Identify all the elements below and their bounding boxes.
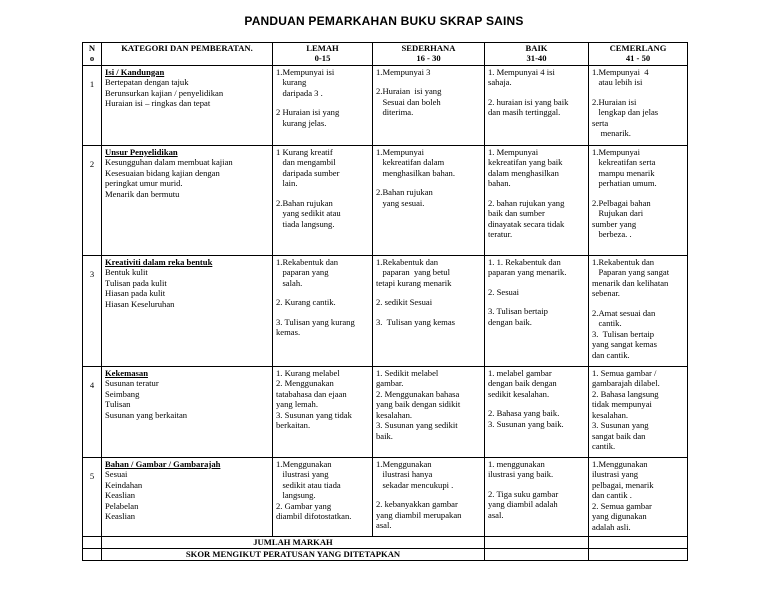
descriptor-line: 2. Kurang cantik. — [276, 297, 336, 308]
descriptor-line: kekreatifan yang baik — [488, 157, 563, 168]
descriptor-line: tetapi kurang menarik — [376, 277, 452, 288]
descriptor-line: 3. Susunan yang baik. — [488, 418, 564, 429]
category-title: Bahan / Gambar / Gambarajah — [105, 458, 221, 469]
descriptor-line: kesalahan. — [376, 409, 413, 420]
descriptor-line: 1.Mempunyai — [592, 146, 640, 157]
descriptor-line: 1.Menggunakan — [592, 458, 648, 469]
score-row — [83, 548, 688, 560]
descriptor-line: 2. kebanyakkan gambar — [376, 499, 458, 510]
descriptor-line — [376, 308, 481, 317]
descriptor-line: 1.Mempunyai 3 — [376, 66, 431, 77]
descriptor-sederhana — [373, 457, 485, 536]
descriptor-line: tatabahasa dan ejaan — [276, 388, 347, 399]
category-criterion: Keindahan — [105, 479, 143, 490]
category-criterion: Hiasan pada kulit — [105, 288, 166, 299]
table-row — [83, 255, 688, 366]
descriptor-line: lengkap dan jelas — [592, 107, 659, 118]
descriptor-line: dinayatak secara tidak — [488, 218, 565, 229]
descriptor-line: 3. Tulisan yang kurang — [276, 316, 355, 327]
row-number: 2 — [83, 145, 102, 255]
descriptor-line: diterima. — [376, 107, 414, 118]
descriptor-line: sangat baik dan — [592, 430, 646, 441]
descriptor-line: ilustrasi hanya — [376, 469, 433, 480]
descriptor-line: paparan yang menarik. — [488, 267, 567, 278]
descriptor-sederhana — [373, 65, 485, 145]
category-criterion: Sesuai — [105, 469, 128, 480]
descriptor-line: diambil difotostatkan. — [276, 511, 352, 522]
descriptor-line: serta — [592, 117, 609, 128]
descriptor-line — [276, 308, 369, 317]
category-criterion: Seimbang — [105, 388, 140, 399]
descriptor-line: gambarajah dilabel. — [592, 378, 660, 389]
descriptor-line: kekreatifan dalam — [376, 157, 445, 168]
descriptor-line: 2. Bahasa langsung — [592, 388, 659, 399]
category-title: Isi / Kandungan — [105, 66, 165, 77]
descriptor-line — [592, 189, 684, 198]
descriptor-line: 1.Rekabentuk dan — [276, 256, 339, 267]
category-criterion: Huraian isi – ringkas dan tepat — [105, 98, 211, 109]
descriptor-line: 3. Susunan yang tidak — [276, 409, 352, 420]
descriptor-line: 2. Sesuai — [488, 286, 520, 297]
total-marks-label: JUMLAH MARKAH — [102, 536, 485, 548]
descriptor-line — [376, 178, 481, 187]
category-criterion: Berunsurkan kajian / penyelidikan — [105, 87, 224, 98]
descriptor-line: 3. Tulisan bertaip — [592, 328, 655, 339]
descriptor-line: 3. Tulisan yang kemas — [376, 316, 456, 327]
descriptor-line: adalah asli. — [592, 521, 631, 532]
descriptor-line: yang lemah. — [276, 399, 318, 410]
descriptor-line: ilustrasi yang baik. — [488, 469, 554, 480]
descriptor-line: salah. — [276, 277, 303, 288]
descriptor-line: bahan. — [488, 178, 511, 189]
descriptor-line — [276, 189, 369, 198]
scoring-rubric-table — [82, 42, 688, 561]
descriptor-line — [276, 288, 369, 297]
header-no: N o — [83, 43, 102, 66]
descriptor-line: cantik. — [592, 441, 616, 452]
descriptor-cemerlang — [589, 457, 688, 536]
descriptor-cemerlang — [589, 145, 688, 255]
descriptor-lemah — [273, 255, 373, 366]
descriptor-line: 2.Bahan rujukan — [376, 187, 433, 198]
category-criterion: Pelabelan — [105, 500, 139, 511]
descriptor-line: 2.Amat sesuai dan — [592, 307, 656, 318]
descriptor-line — [376, 490, 481, 499]
category-criterion: Tulisan — [105, 399, 131, 410]
descriptor-line: gambar. — [376, 378, 404, 389]
descriptor-line: Paparan yang sangat — [592, 267, 670, 278]
descriptor-line — [488, 88, 585, 97]
descriptor-lemah — [273, 145, 373, 255]
category-criterion: Bertepatan dengan tajuk — [105, 77, 189, 88]
descriptor-line: yang digunakan — [592, 511, 647, 522]
category-criterion: Kesungguhan dalam membuat kajian — [105, 157, 233, 168]
total-marks-row — [83, 536, 688, 548]
descriptor-line: 3. Susunan yang sedikit — [376, 420, 458, 431]
descriptor-line: perhatian umum. — [592, 178, 657, 189]
descriptor-line: yang diambil merupakan — [376, 509, 462, 520]
descriptor-line: sedikit atau tiada — [276, 479, 341, 490]
category-criterion: Susunan teratur — [105, 378, 159, 389]
category-criterion: Kesesuaian bidang kajian dengan — [105, 167, 220, 178]
descriptor-line: 1 Kurang kreatif — [276, 146, 333, 157]
descriptor-sederhana — [373, 366, 485, 457]
descriptor-line: 1.Rekabentuk dan — [376, 256, 439, 267]
descriptor-line: Rujukan dari — [592, 208, 644, 219]
descriptor-line: 1. melabel gambar — [488, 367, 552, 378]
descriptor-line: berkaitan. — [276, 420, 311, 431]
descriptor-line: 2. Tiga suku gambar — [488, 488, 559, 499]
descriptor-line: 1. Kurang melabel — [276, 367, 340, 378]
descriptor-cemerlang — [589, 255, 688, 366]
category-criterion: Keaslian — [105, 490, 136, 501]
table-row — [83, 457, 688, 536]
descriptor-line: dan cantik . — [592, 490, 632, 501]
descriptor-line: 1. 1. Rekabentuk dan — [488, 256, 561, 267]
descriptor-line: sebenar. — [592, 288, 620, 299]
descriptor-line: baik dan sumber — [488, 208, 545, 219]
descriptor-line: 2. Menggunakan bahasa — [376, 388, 460, 399]
descriptor-cemerlang — [589, 65, 688, 145]
descriptor-line: kemas. — [276, 327, 301, 338]
table-header-row — [83, 43, 688, 66]
descriptor-line: 2. Menggunakan — [276, 378, 334, 389]
descriptor-line: dengan baik. — [488, 316, 532, 327]
descriptor-line: 1. menggunakan — [488, 458, 545, 469]
descriptor-line: pelbagai, menarik — [592, 479, 654, 490]
row-number: 5 — [83, 457, 102, 536]
descriptor-line: kesalahan. — [592, 409, 629, 420]
descriptor-line: mampu menarik — [592, 167, 655, 178]
descriptor-line: dan masih tertinggal. — [488, 107, 561, 118]
score-label: SKOR MENGIKUT PERATUSAN YANG DITETAPKAN — [102, 548, 485, 560]
header-category: KATEGORI DAN PEMBERATAN. — [102, 43, 273, 66]
page-title: PANDUAN PEMARKAHAN BUKU SKRAP SAINS — [244, 14, 524, 28]
descriptor-line: dan mengambil — [276, 157, 336, 168]
descriptor-line — [488, 189, 585, 198]
descriptor-line: 1.Rekabentuk dan — [592, 256, 655, 267]
descriptor-line: 1. Semua gambar / — [592, 367, 657, 378]
category-cell — [102, 457, 273, 536]
row-number: 3 — [83, 255, 102, 366]
descriptor-line: yang sangat kemas — [592, 339, 657, 350]
descriptor-line: tidak mempunyai — [592, 399, 652, 410]
descriptor-line: 1.Menggunakan — [376, 458, 432, 469]
descriptor-lemah — [273, 457, 373, 536]
descriptor-line: 2. bahan rujukan yang — [488, 197, 565, 208]
descriptor-line: asal. — [488, 509, 504, 520]
header-cemerlang: CEMERLANG 41 - 50 — [589, 43, 688, 66]
descriptor-line: kekreatifan serta — [592, 157, 656, 168]
descriptor-line: yang sesuai. — [376, 197, 425, 208]
category-cell — [102, 65, 273, 145]
category-criterion: Menarik dan bermutu — [105, 188, 180, 199]
descriptor-line: yang sedikit atau — [276, 208, 341, 219]
descriptor-line: 1.Menggunakan — [276, 458, 332, 469]
descriptor-line: 1.Mempunyai isi — [276, 66, 335, 77]
descriptor-line: 3. Tulisan bertaip — [488, 306, 548, 317]
descriptor-line: langsung. — [276, 490, 316, 501]
row-number: 4 — [83, 366, 102, 457]
descriptor-baik — [485, 255, 589, 366]
descriptor-line: 1. Sedikit melabel — [376, 367, 439, 378]
descriptor-line: 2. huraian isi yang baik — [488, 96, 569, 107]
descriptor-line: menghasilkan bahan. — [376, 167, 456, 178]
descriptor-line: 3. Susunan yang — [592, 420, 649, 431]
descriptor-baik — [485, 65, 589, 145]
descriptor-line: 1.Mempunyai — [376, 146, 424, 157]
descriptor-line: lain. — [276, 178, 298, 189]
header-lemah: LEMAH 0-15 — [273, 43, 373, 66]
descriptor-line — [276, 98, 369, 107]
descriptor-line: sedikit kesalahan. — [488, 388, 550, 399]
table-row — [83, 65, 688, 145]
descriptor-line: dan cantik. — [592, 349, 630, 360]
descriptor-sederhana — [373, 255, 485, 366]
descriptor-line: 2.Huraian isi — [592, 96, 637, 107]
descriptor-line — [376, 288, 481, 297]
descriptor-line: paparan yang — [276, 267, 329, 278]
category-criterion: Keaslian — [105, 511, 136, 522]
descriptor-line: Sesuai dan boleh — [376, 96, 441, 107]
descriptor-line: 2 Huraian isi yang — [276, 107, 340, 118]
descriptor-baik — [485, 457, 589, 536]
descriptor-line: dalam menghasilkan — [488, 167, 559, 178]
descriptor-line: dengan baik dengan — [488, 378, 557, 389]
descriptor-line — [488, 399, 585, 408]
descriptor-line: daripada 3 . — [276, 87, 323, 98]
descriptor-line — [488, 297, 585, 306]
category-cell — [102, 255, 273, 366]
descriptor-line: 2. sedikit Sesuai — [376, 297, 433, 308]
table-row — [83, 366, 688, 457]
descriptor-line: teratur. — [488, 229, 513, 240]
descriptor-line: 2.Pelbagai bahan — [592, 197, 651, 208]
descriptor-line: baik. — [376, 430, 393, 441]
category-criterion: peringkat umur murid. — [105, 178, 183, 189]
category-criterion: Susunan yang berkaitan — [105, 409, 188, 420]
descriptor-baik — [485, 145, 589, 255]
descriptor-line: ilustrasi yang — [276, 469, 329, 480]
descriptor-line: berbeza. . — [592, 229, 632, 240]
category-cell — [102, 145, 273, 255]
descriptor-line: asal. — [376, 520, 392, 531]
descriptor-line: cantik. — [592, 318, 622, 329]
category-criterion: Hiasan Keseluruhan — [105, 298, 175, 309]
descriptor-line: menarik. — [592, 128, 631, 139]
descriptor-line — [376, 77, 481, 86]
descriptor-line: 1.Mempunyai 4 — [592, 66, 649, 77]
descriptor-line: ilustrasi yang — [592, 469, 639, 480]
table-row — [83, 145, 688, 255]
category-title: Unsur Penyelidikan — [105, 146, 178, 157]
descriptor-lemah — [273, 366, 373, 457]
descriptor-line: kurang jelas. — [276, 117, 327, 128]
descriptor-cemerlang — [589, 366, 688, 457]
descriptor-line: 1. Mempunyai 4 isi — [488, 66, 555, 77]
descriptor-line — [592, 299, 684, 308]
descriptor-line: sumber yang — [592, 218, 637, 229]
descriptor-baik — [485, 366, 589, 457]
descriptor-line: kurang — [276, 77, 307, 88]
descriptor-line: 2. Gambar yang — [276, 500, 332, 511]
category-title: Kekemasan — [105, 367, 148, 378]
descriptor-lemah — [273, 65, 373, 145]
descriptor-line: sahaja. — [488, 77, 512, 88]
descriptor-line: paparan yang betul — [376, 267, 450, 278]
header-baik: BAIK 31-40 — [485, 43, 589, 66]
descriptor-line: 2.Bahan rujukan — [276, 197, 333, 208]
descriptor-line: 2. Semua gambar — [592, 500, 652, 511]
descriptor-line: tiada langsung. — [276, 218, 335, 229]
category-title: Kreativiti dalam reka bentuk — [105, 256, 213, 267]
descriptor-line: sekadar mencukupi . — [376, 479, 454, 490]
header-sederhana: SEDERHANA 16 - 30 — [373, 43, 485, 66]
category-criterion: Tulisan pada kulit — [105, 277, 167, 288]
descriptor-line: 2. Bahasa yang baik. — [488, 408, 560, 419]
descriptor-line — [592, 88, 684, 97]
descriptor-line — [488, 278, 585, 287]
descriptor-line: menarik dan kelihatan — [592, 277, 669, 288]
category-cell — [102, 366, 273, 457]
category-criterion: Bentuk kulit — [105, 267, 148, 278]
descriptor-line: atau lebih isi — [592, 77, 643, 88]
descriptor-line: 1. Mempunyai — [488, 146, 539, 157]
descriptor-line: yang diambil adalah — [488, 499, 558, 510]
row-number: 1 — [83, 65, 102, 145]
descriptor-line: yang baik dengan sidikit — [376, 399, 461, 410]
descriptor-sederhana — [373, 145, 485, 255]
descriptor-line: 2.Huraian isi yang — [376, 86, 442, 97]
descriptor-line — [488, 480, 585, 489]
descriptor-line: daripada sumber — [276, 167, 340, 178]
